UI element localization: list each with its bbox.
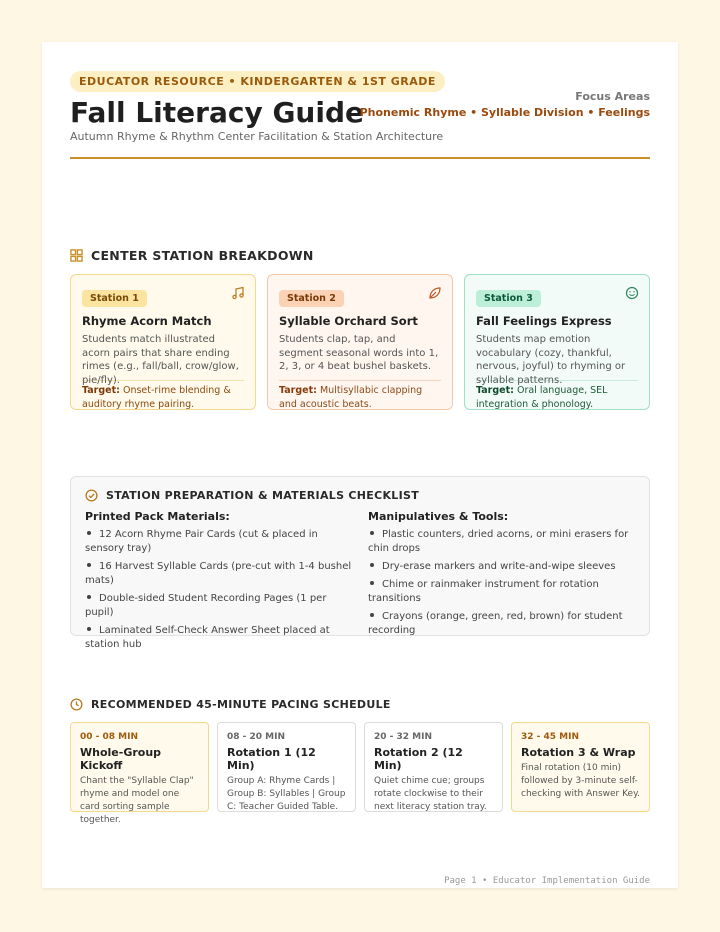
station-description: Students map emotion vocabulary (cozy, thankful, nervous, joyful) to rhyming or syllable patterns. [476,334,626,386]
slot-title: Rotation 1 (12 Min) [227,746,316,772]
schedule-slot-4 [511,722,650,812]
printed-materials-column [85,510,352,656]
checklist-heading [85,489,635,502]
page-content [70,70,650,886]
target-label: Target: [476,385,514,396]
list-item: 12 Acorn Rhyme Pair Cards (cut & placed in sensory tray) [85,529,318,554]
station-pill: Station 1 [82,290,147,307]
page-subtitle: Autumn Rhyme & Rhythm Center Facilitation & Station Architecture [70,130,444,143]
focus-areas-label: Focus Areas [575,90,650,103]
leaf-icon [428,286,442,300]
station-title: Fall Feelings Express [476,314,612,328]
schedule-slot-3 [364,722,503,812]
audience-badge: EDUCATOR RESOURCE • KINDERGARTEN & 1ST GRADE [70,71,445,92]
slot-description: Quiet chime cue; groups rotate clockwise to their next literacy station tray. [374,776,487,812]
station-target [476,384,638,411]
card-divider [279,380,441,381]
station-card-3 [464,274,650,410]
header [70,70,650,159]
list-item: Dry-erase markers and write-and-wipe sleeves [368,560,635,574]
target-text: Onset-rime blending & auditory rhyme pairing. [82,385,231,410]
list-item: Chime or rainmaker instrument for rotation transitions [368,579,599,604]
slot-description: Group A: Rhyme Cards | Group B: Syllables | Group C: Teacher Guided Table. [227,776,346,812]
document-page [42,42,678,888]
list-item: Plastic counters, dried acorns, or mini erasers for chin drops [368,529,629,554]
schedule-slot-2 [217,722,356,812]
list-item: 16 Harvest Syllable Cards (pre-cut with 1-4 bushel mats) [85,561,352,586]
list-item: Laminated Self-Check Answer Sheet placed at station hub [85,625,330,650]
target-label: Target: [82,385,120,396]
slot-time: 00 - 08 MIN [80,732,139,742]
station-target [279,384,441,411]
manipulatives-list [368,528,635,638]
manipulatives-column [368,510,635,656]
grid-icon [70,249,83,262]
target-text: Multisyllabic clapping and acoustic beats. [279,385,423,410]
column-title: Manipulatives & Tools: [368,510,509,523]
slot-time: 08 - 20 MIN [227,732,286,742]
station-description: Students match illustrated acorn pairs that share ending rimes (e.g., fall/ball, crow/glow, pie/fly). [82,334,239,386]
schedule-heading [70,698,391,711]
slot-title: Rotation 2 (12 Min) [374,746,463,772]
station-pill: Station 2 [279,290,344,307]
schedule-heading-text: RECOMMENDED 45-MINUTE PACING SCHEDULE [91,698,391,711]
target-label: Target: [279,385,317,396]
focus-areas [360,90,650,119]
target-text: Oral language, SEL integration & phonology. [476,385,608,410]
page-title: Fall Literacy Guide [70,96,364,129]
list-item: Crayons (orange, green, red, brown) for student recording [368,611,623,636]
clock-icon [70,698,83,711]
station-pill: Station 3 [476,290,541,307]
station-title: Syllable Orchard Sort [279,314,418,328]
slot-time: 32 - 45 MIN [521,732,580,742]
schedule-slot-1 [70,722,209,825]
stations-heading-text: CENTER STATION BREAKDOWN [91,248,314,263]
smiley-icon [625,286,639,300]
header-divider [70,157,650,159]
station-card-1 [70,274,256,410]
materials-checklist [70,476,650,650]
station-target [82,384,244,411]
checklist-heading-text: STATION PREPARATION & MATERIALS CHECKLIST [106,489,420,502]
pacing-schedule [70,722,650,825]
station-cards [70,274,650,410]
printed-materials-list [85,528,352,652]
station-title: Rhyme Acorn Match [82,314,212,328]
check-circle-icon [85,489,98,502]
list-item: Double-sided Student Recording Pages (1 per pupil) [85,593,327,618]
column-title: Printed Pack Materials: [85,510,230,523]
slot-description: Final rotation (10 min) followed by 3-minute self-checking with Answer Key. [521,763,640,799]
slot-title: Whole-Group Kickoff [80,746,162,772]
slot-title: Rotation 3 & Wrap [521,746,636,759]
station-description: Students clap, tap, and segment seasonal words into 1, 2, 3, or 4 beat bushel baskets. [279,334,439,372]
slot-description: Chant the "Syllable Clap" rhyme and model one card sorting sample together. [80,776,194,825]
checklist-columns [85,510,635,656]
slot-time: 20 - 32 MIN [374,732,433,742]
focus-areas-value: Phonemic Rhyme • Syllable Division • Feelings [359,106,650,119]
music-note-icon [231,286,245,300]
stations-section-heading [70,248,314,263]
station-card-2 [267,274,453,410]
page-footer: Page 1 • Educator Implementation Guide [444,876,650,886]
